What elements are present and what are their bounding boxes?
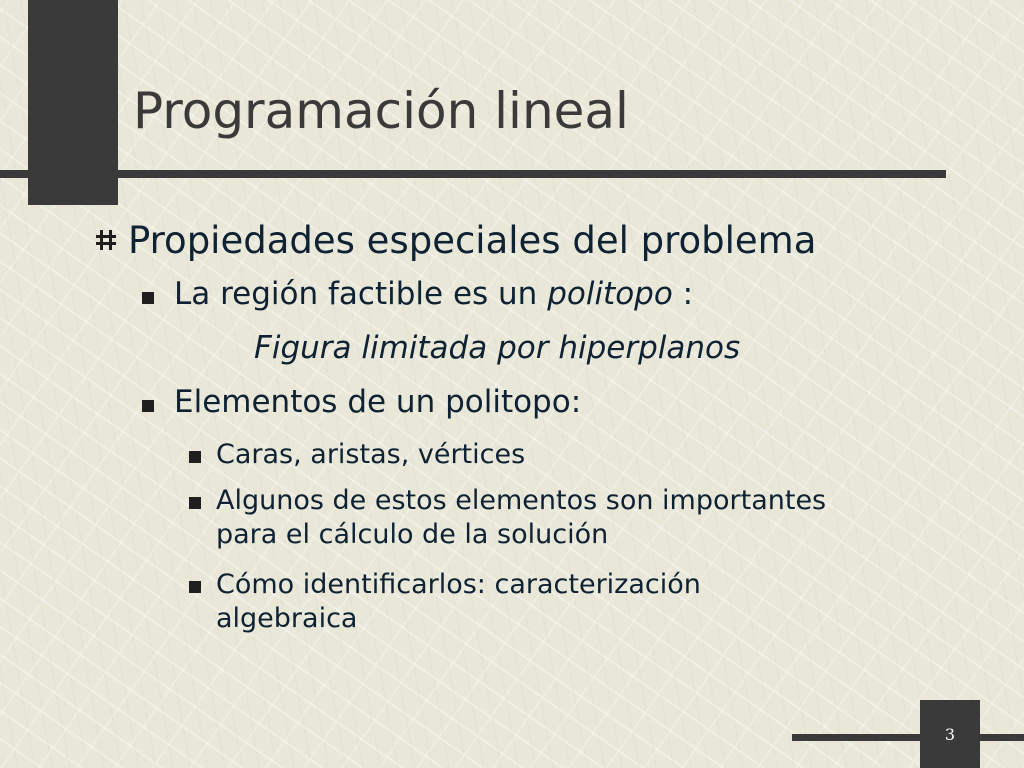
bullet-text [216, 484, 826, 552]
bullet-text: Caras, aristas, vértices [216, 439, 526, 470]
bullet-line: Algunos de estos elementos son importantes [216, 485, 827, 516]
bullet-line: para el cálculo de la solución [216, 519, 609, 550]
bullet-text-emphasis: politopo [547, 276, 673, 312]
square-bullet-icon [142, 400, 154, 412]
square-bullet-icon [189, 581, 201, 593]
footer-rule [792, 734, 1024, 741]
bullet-text-suffix: : [672, 276, 694, 312]
bullet-line: Cómo identificarlos: caracterización [216, 569, 701, 600]
square-bullet-icon [189, 451, 201, 463]
bullet-text [174, 276, 693, 312]
bullet-line: algebraica [216, 603, 358, 634]
bullet-text-prefix: La región factible es un [174, 276, 548, 312]
title-underline-rule [0, 170, 946, 178]
hash-bullet-icon [95, 229, 117, 251]
page-number: 3 [920, 700, 980, 768]
square-bullet-icon [189, 497, 201, 509]
bullet-continuation-text: Figura limitada por hiperplanos [254, 330, 741, 366]
slide-title: Programación lineal [133, 82, 629, 140]
bullet-text [216, 568, 701, 636]
bullet-text: Propiedades especiales del problema [128, 219, 817, 262]
bullet-text: Elementos de un politopo: [174, 384, 582, 420]
square-bullet-icon [142, 292, 154, 304]
